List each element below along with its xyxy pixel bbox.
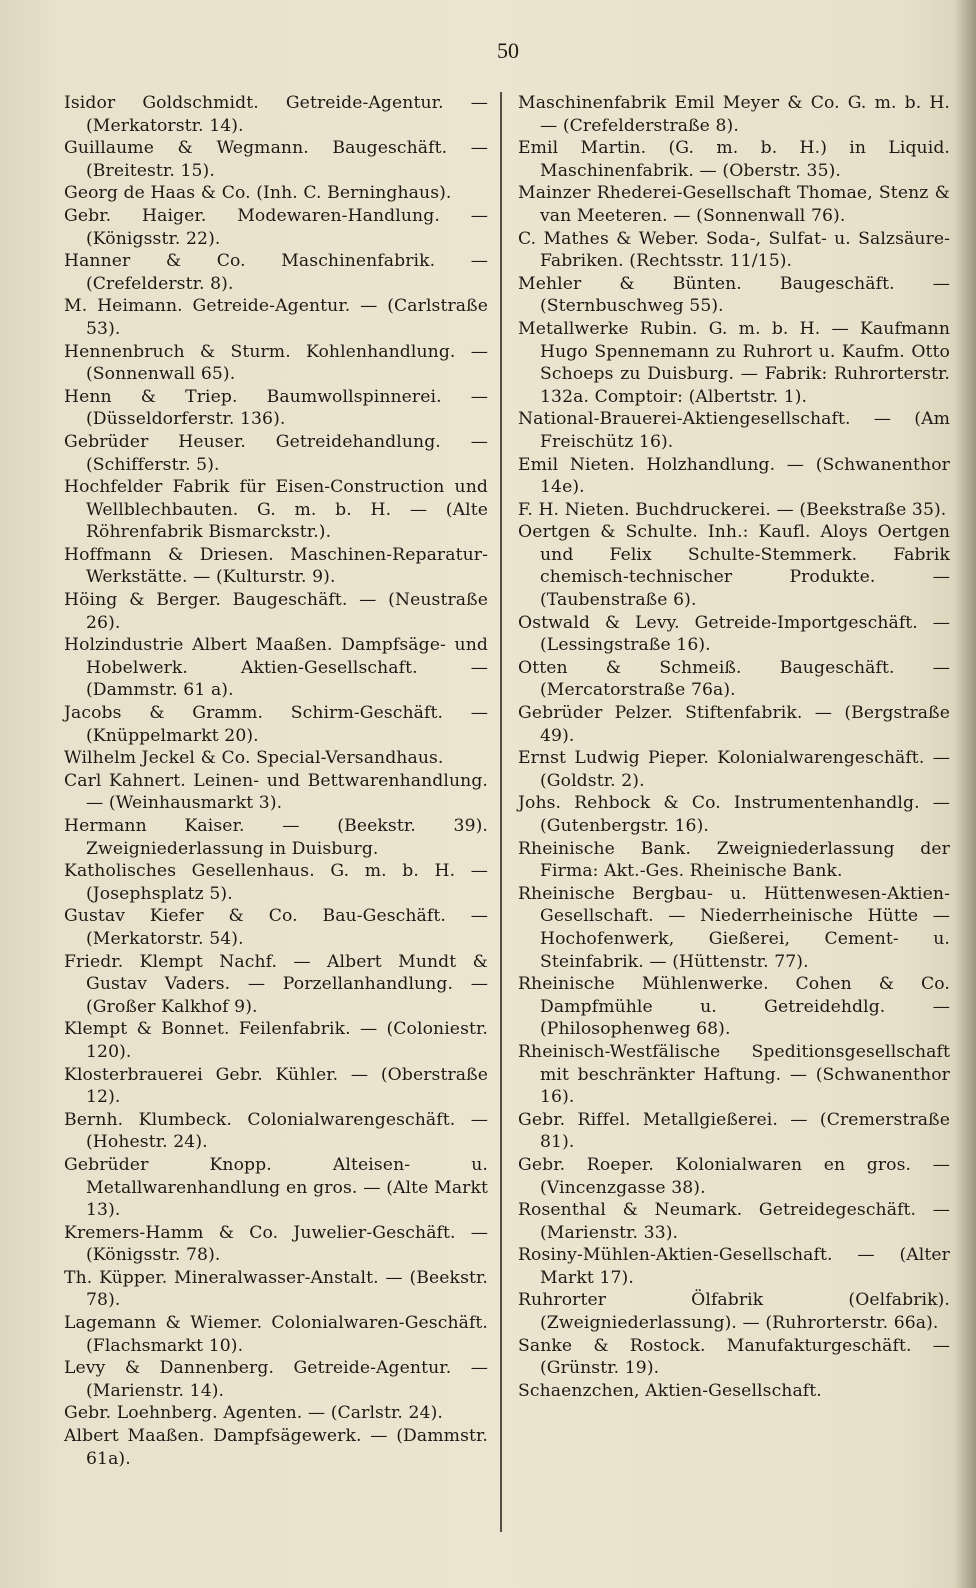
directory-entry: Ostwald & Levy. Getreide-Importgeschäft. — (Lessingstraße 16). (518, 612, 950, 656)
directory-entry: Gebrüder Knopp. Alteisen- u. Metallwarenhandlung en gros. — (Alte Markt 13). (64, 1154, 488, 1221)
directory-entry: Emil Martin. (G. m. b. H.) in Liquid. Maschinenfabrik. — (Oberstr. 35). (518, 138, 950, 181)
directory-entry: Levy & Dannenberg. Getreide-Agentur. — (Marienstr. 14). (64, 1358, 488, 1401)
directory-entry: Johs. Rehbock & Co. Instrumentenhandlg. — (Gutenbergstr. 16). (518, 793, 950, 836)
directory-entry: Gebr. Haiger. Modewaren-Handlung. — (Königsstr. 22). (64, 205, 488, 249)
directory-entry: Mehler & Bünten. Baugeschäft. — (Sternbuschweg 55). (518, 273, 950, 317)
directory-entry: Holzindustrie Albert Maaßen. Dampfsäge- und Hobelwerk. Aktien-Gesellschaft. — (Dammstr. 61 a). (64, 635, 488, 701)
directory-entry: Sanke & Rostock. Manufakturgeschäft. — (Grünstr. 19). (518, 1335, 950, 1379)
column-divider (500, 92, 502, 1532)
directory-entry: Isidor Goldschmidt. Getreide-Agentur. — (Merkatorstr. 14). (64, 93, 488, 136)
directory-entry: Gebr. Loehnberg. Agenten. — (Carlstr. 24). (64, 1403, 443, 1424)
directory-entry: Emil Nieten. Holzhandlung. — (Schwanenthor 14e). (518, 454, 950, 498)
directory-entry: Klempt & Bonnet. Feilenfabrik. — (Coloniestr. 120). (64, 1019, 488, 1062)
left-column (64, 92, 488, 1470)
directory-entry: National-Brauerei-Aktiengesellschaft. — (Am Freischütz 16). (518, 409, 950, 452)
directory-entry: Rheinische Mühlenwerke. Cohen & Co. Dampfmühle u. Getreidehdlg. — (Philosophenweg 68). (518, 974, 950, 1040)
directory-entry: Albert Maaßen. Dampfsägewerk. — (Dammstr. 61a). (64, 1426, 488, 1469)
directory-entry: Klosterbrauerei Gebr. Kühler. — (Oberstraße 12). (64, 1064, 488, 1108)
directory-entry: M. Heimann. Getreide-Agentur. — (Carlstraße 53). (64, 296, 488, 339)
page-edge-shadow (954, 0, 976, 1588)
directory-entry: Otten & Schmeiß. Baugeschäft. — (Mercatorstraße 76a). (518, 657, 950, 701)
directory-entry: Rosiny-Mühlen-Aktien-Gesellschaft. — (Alter Markt 17). (518, 1245, 950, 1288)
page-number: 50 (497, 38, 519, 63)
right-column (518, 92, 950, 1402)
directory-entry: Metallwerke Rubin. G. m. b. H. — Kaufmann Hugo Spennemann zu Ruhrort u. Kaufm. Otto Schoeps zu Duisburg. — Fabrik: Ruhrorterstr. 132a. Comptoir: (Albertstr. 1). (518, 318, 950, 407)
directory-entry: Höing & Berger. Baugeschäft. — (Neustraße 26). (64, 590, 488, 633)
directory-entry: Gustav Kiefer & Co. Bau-Geschäft. — (Merkatorstr. 54). (64, 906, 488, 949)
directory-entry: Hermann Kaiser. — (Beekstr. 39). Zweigniederlassung in Duisburg. (64, 816, 488, 859)
directory-entry: Ruhrorter Ölfabrik (Oelfabrik). (Zweigniederlassung). — (Ruhrorterstr. 66a). (518, 1290, 950, 1334)
directory-entry: Gebrüder Pelzer. Stiftenfabrik. — (Bergstraße 49). (518, 703, 950, 746)
directory-entry: Hoffmann & Driesen. Maschinen-Reparatur-Werkstätte. — (Kulturstr. 9). (64, 544, 488, 588)
directory-entry: Rheinische Bergbau- u. Hüttenwesen-Aktien-Gesellschaft. — Niederrheinische Hütte — Hochofenwerk, Gießerei, Cement- u. Steinfabrik. — (Hüttenstr. 77). (518, 883, 950, 972)
directory-entry: Schaenzchen, Aktien-Gesellschaft. (518, 1380, 822, 1401)
directory-entry: Carl Kahnert. Leinen- und Bettwarenhandlung. — (Weinhausmarkt 3). (64, 770, 488, 814)
directory-entry: Kremers-Hamm & Co. Juwelier-Geschäft. — (Königsstr. 78). (64, 1222, 488, 1266)
directory-entry: Rheinische Bank. Zweigniederlassung der Firma: Akt.-Ges. Rheinische Bank. (518, 838, 950, 882)
directory-entry: Oertgen & Schulte. Inh.: Kaufl. Aloys Oertgen und Felix Schulte-Stemmerk. Fabrik chemisch-technischer Produkte. — (Taubenstraße 6). (518, 522, 950, 611)
directory-entry: Gebr. Riffel. Metallgießerei. — (Cremerstraße 81). (518, 1109, 950, 1153)
directory-entry: Henn & Triep. Baumwollspinnerei. — (Düsseldorferstr. 136). (64, 386, 488, 430)
directory-entry: Rheinisch-Westfälische Speditionsgesellschaft mit beschränkter Haftung. — (Schwanenthor 16). (518, 1041, 950, 1108)
directory-entry: Rosenthal & Neumark. Getreidegeschäft. — (Marienstr. 33). (518, 1200, 950, 1243)
directory-entry: Wilhelm Jeckel & Co. Special-Versandhaus. (64, 748, 444, 769)
directory-entry: Guillaume & Wegmann. Baugeschäft. — (Breitestr. 15). (64, 138, 488, 181)
directory-entry: Friedr. Klempt Nachf. — Albert Mundt & Gustav Vaders. — Porzellanhandlung. — (Großer Kalkhof 9). (64, 951, 488, 1017)
directory-entry: Hochfelder Fabrik für Eisen-Construction und Wellblechbauten. G. m. b. H. — (Alte Röhrenfabrik Bismarckstr.). (64, 477, 488, 543)
directory-entry: Gebrüder Heuser. Getreidehandlung. — (Schifferstr. 5). (64, 431, 488, 475)
directory-entry: C. Mathes & Weber. Soda-, Sulfat- u. Salzsäure-Fabriken. (Rechtsstr. 11/15). (518, 228, 950, 272)
directory-entry: Mainzer Rhederei-Gesellschaft Thomae, Stenz & van Meeteren. — (Sonnenwall 76). (518, 183, 950, 226)
directory-entry: Lagemann & Wiemer. Colonialwaren-Geschäft. (Flachsmarkt 10). (64, 1313, 488, 1356)
directory-entry: Hennenbruch & Sturm. Kohlenhandlung. — (Sonnenwall 65). (64, 341, 488, 385)
directory-entry: Georg de Haas & Co. (Inh. C. Berninghaus). (64, 183, 452, 204)
directory-entry: F. H. Nieten. Buchdruckerei. — (Beekstraße 35). (518, 499, 947, 520)
directory-entry: Ernst Ludwig Pieper. Kolonialwarengeschäft. — (Goldstr. 2). (518, 748, 950, 791)
directory-entry: Katholisches Gesellenhaus. G. m. b. H. — (Josephsplatz 5). (64, 861, 488, 904)
directory-entry: Gebr. Roeper. Kolonialwaren en gros. — (Vincenzgasse 38). (518, 1154, 950, 1198)
directory-entry: Hanner & Co. Maschinenfabrik. — (Crefelderstr. 8). (64, 251, 488, 294)
directory-entry: Th. Küpper. Mineralwasser-Anstalt. — (Beekstr. 78). (64, 1267, 488, 1311)
directory-entry: Bernh. Klumbeck. Colonialwarengeschäft. — (Hohestr. 24). (64, 1109, 488, 1153)
directory-entry: Maschinenfabrik Emil Meyer & Co. G. m. b. H. — (Crefelderstraße 8). (518, 93, 950, 136)
directory-entry: Jacobs & Gramm. Schirm-Geschäft. — (Knüppelmarkt 20). (64, 703, 488, 746)
